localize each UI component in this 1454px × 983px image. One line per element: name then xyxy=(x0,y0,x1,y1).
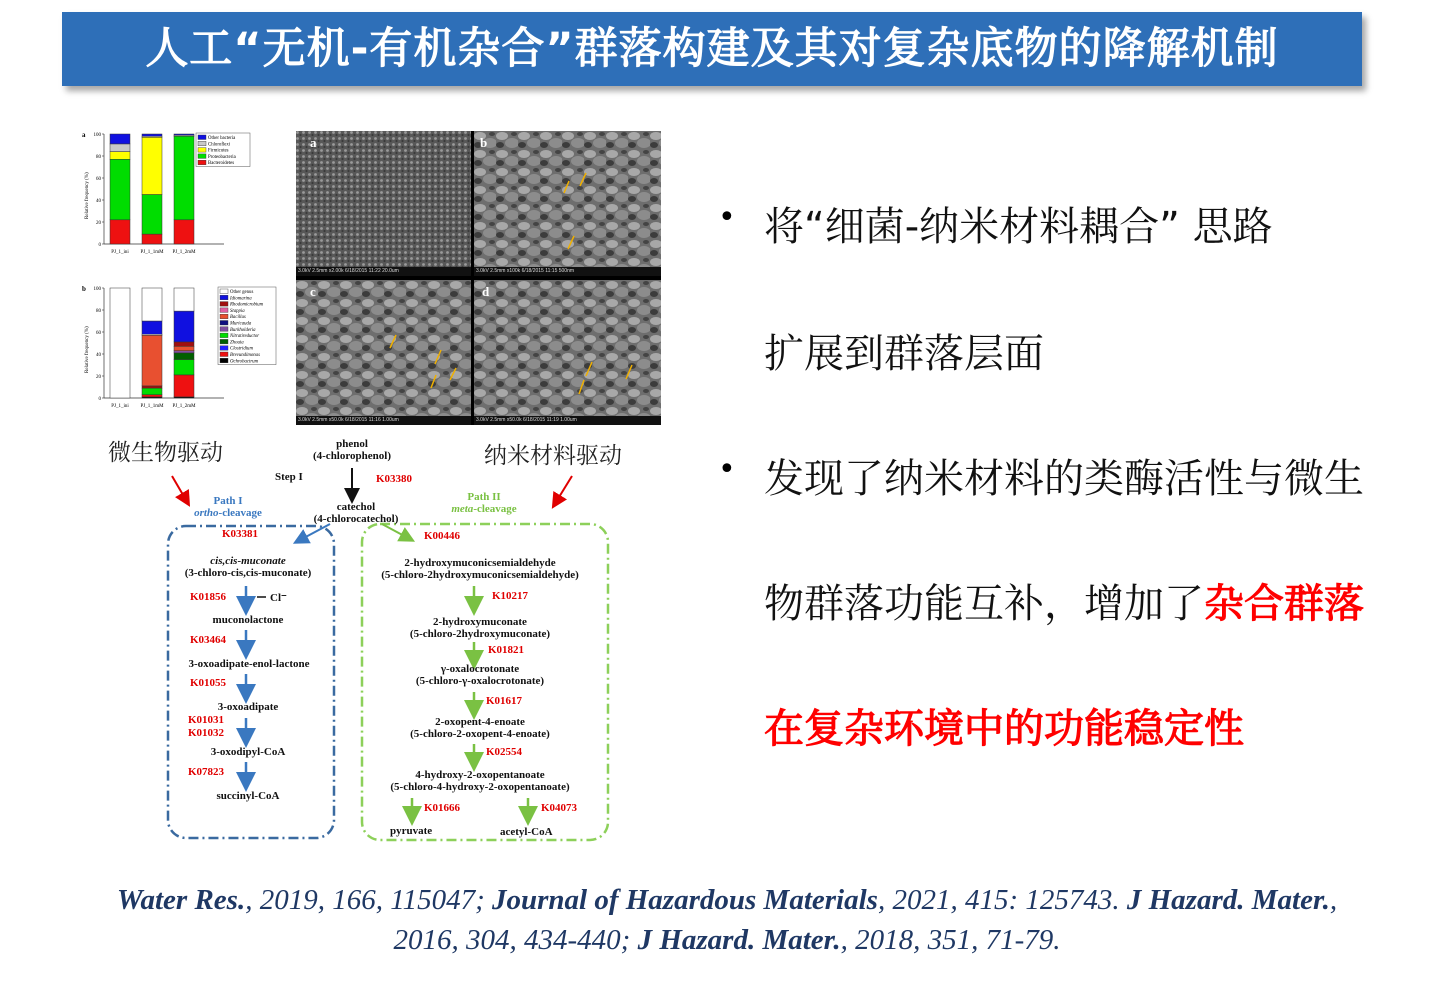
legend-label: Rhodomicrobium xyxy=(230,302,264,308)
k-right-5b: K04073 xyxy=(541,802,578,814)
bar-segment xyxy=(110,220,130,244)
right-m3: γ-oxalocrotonate xyxy=(440,663,520,675)
phenol-label: phenol xyxy=(336,438,368,450)
left-m6: succinyl-CoA xyxy=(216,790,280,802)
bar-segment xyxy=(142,134,162,136)
slide-title: 人工“无机-有机杂合”群落构建及其对复杂底物的降解机制 xyxy=(145,24,1279,74)
legend-swatch xyxy=(220,352,228,357)
legend-swatch xyxy=(220,308,228,313)
bar-segment xyxy=(142,386,162,388)
x-tick-label: PJ_1_2mM xyxy=(172,250,196,255)
bar-segment xyxy=(174,134,194,135)
bar-segment xyxy=(142,321,162,334)
chart-panel-letter: a xyxy=(82,131,86,139)
right-m3-sub: (5-chloro-γ-oxalocrotonate) xyxy=(415,675,545,687)
caption-microbe-driven: 微生物驱动 xyxy=(108,440,223,466)
bar-segment xyxy=(110,159,130,220)
left-m4: 3-oxoadipate xyxy=(217,701,279,713)
sem-footer: 3.0kV 2.5mm x2.00k 6/18/2015 11:22 20.0um xyxy=(296,267,471,276)
y-tick-label: 20 xyxy=(96,375,101,380)
y-tick-label: 80 xyxy=(96,309,101,314)
bar-segment xyxy=(142,395,162,397)
bullet-1-line-1: 将“细菌-纳米材料耦合” 思路 xyxy=(764,204,1273,250)
legend-swatch xyxy=(220,321,228,326)
path2-subtitle: meta-cleavage xyxy=(451,503,517,515)
bar-segment xyxy=(142,137,162,194)
reference-line-2: 2016, 304, 434-440; J Hazard. Mater., 2018, 351, 71-79. xyxy=(393,924,1061,956)
k-right-3: K01617 xyxy=(486,695,523,707)
k-left-top: K03381 xyxy=(222,528,259,540)
phenol-sub: (4-chlorophenol) xyxy=(312,450,392,462)
legend-label: Bacteroidetes xyxy=(208,161,235,167)
k-left-1: K01856 xyxy=(190,591,227,603)
path2-title: Path II xyxy=(467,491,501,503)
left-m3: 3-oxoadipate-enol-lactone xyxy=(188,658,310,670)
sem-footer: 3.0kV 2.5mm x50.0k 6/18/2015 11:19 1.00um xyxy=(474,416,661,425)
chart-panel-letter: b xyxy=(82,285,86,293)
bar-segment xyxy=(174,351,194,353)
right-m2-sub: (5-chloro-2hydroxymuconate) xyxy=(409,628,551,640)
left-m1: cis,cis-muconate xyxy=(210,555,286,567)
bullet-2-line-1: 发现了纳米材料的类酶活性与微生 xyxy=(764,456,1364,502)
sem-texture-b xyxy=(474,131,661,276)
sem-label: c xyxy=(310,284,316,299)
legend-label: Ochrobactrum xyxy=(230,359,259,365)
legend-swatch xyxy=(220,302,228,307)
bar-segment xyxy=(174,353,194,360)
sem-panel-b xyxy=(474,131,661,276)
right-m5-sub: (5-chloro-4-hydroxy-2-oxopentanoate) xyxy=(390,781,570,793)
legend-swatch xyxy=(220,295,228,300)
sem-label: d xyxy=(482,284,490,299)
right-m4: 2-oxopent-4-enoate xyxy=(435,716,525,728)
right-m6a: pyruvate xyxy=(390,825,433,837)
bullet-2-line-3: 在复杂环境中的功能稳定性 xyxy=(764,706,1244,752)
y-axis-label: Relative frequency (%) xyxy=(85,326,90,373)
legend-swatch xyxy=(220,327,228,332)
path1-title: Path I xyxy=(213,495,243,507)
y-tick-label: 80 xyxy=(96,155,101,160)
legend-swatch xyxy=(198,154,206,159)
bar-segment xyxy=(174,220,194,244)
legend-swatch xyxy=(220,358,228,363)
right-m1: 2-hydroxymuconicsemialdehyde xyxy=(404,557,556,569)
left-m1-sub: (3-chloro-cis,cis-muconate) xyxy=(184,567,312,579)
bar-segment xyxy=(142,234,162,244)
bar-segment xyxy=(142,195,162,235)
legend-label: Brevundimonas xyxy=(230,353,260,358)
legend-swatch xyxy=(220,346,228,351)
legend-label: Other bacteria xyxy=(208,136,236,141)
k-left-3: K01055 xyxy=(190,677,227,689)
bullet-1-line-2: 扩展到群落层面 xyxy=(764,331,1044,377)
y-tick-label: 40 xyxy=(96,353,101,358)
right-m5: 4-hydroxy-2-oxopentanoate xyxy=(415,769,545,781)
y-tick-label: 0 xyxy=(98,397,101,402)
x-tick-label: PJ_1_ini xyxy=(111,250,129,255)
legend-label: Muricauda xyxy=(230,321,252,327)
y-tick-label: 100 xyxy=(93,133,101,138)
y-tick-label: 60 xyxy=(96,177,101,182)
legend-label: Bacillus xyxy=(230,315,246,321)
y-axis-label: Relative frequency (%) xyxy=(85,172,90,219)
bar-segment xyxy=(174,375,194,397)
x-tick-label: PJ_1_2mM xyxy=(172,404,196,409)
legend-label: Stappia xyxy=(230,308,245,314)
k-left-4a: K01031 xyxy=(188,714,225,726)
legend-swatch xyxy=(220,314,228,319)
k-right-5a: K01666 xyxy=(424,802,461,814)
x-tick-label: PJ_1_ini xyxy=(111,404,129,409)
path1-subtitle: ortho-cleavage xyxy=(194,507,262,519)
caption-nano-driven: 纳米材料驱动 xyxy=(484,443,622,469)
legend-label: Firmicutes xyxy=(208,148,229,154)
y-tick-label: 60 xyxy=(96,331,101,336)
k-right-2: K01821 xyxy=(488,644,525,656)
bullet-2-line-2: 物群落功能互补，增加了杂合群落 xyxy=(764,581,1364,627)
sem-texture-a xyxy=(296,131,471,276)
k-left-4b: K01032 xyxy=(188,727,225,739)
legend-swatch xyxy=(198,148,206,153)
legend-label: Burkholderia xyxy=(230,327,256,333)
bar-segment xyxy=(142,388,162,395)
sem-image-grid xyxy=(296,131,661,425)
bar-segment xyxy=(110,288,130,398)
highlight-hybrid: 杂合群落 xyxy=(1204,581,1364,627)
bar-segment xyxy=(110,152,130,160)
bar-segment xyxy=(174,346,194,350)
legend-swatch xyxy=(198,141,206,146)
sem-panel-d xyxy=(474,280,661,425)
right-m6b: acetyl-CoA xyxy=(500,826,553,838)
legend-swatch xyxy=(220,333,228,338)
k-right-4: K02554 xyxy=(486,746,523,758)
title-banner xyxy=(62,12,1362,86)
y-tick-label: 40 xyxy=(96,199,101,204)
bar-segment xyxy=(142,335,162,386)
legend-swatch xyxy=(198,135,206,140)
bar-segment xyxy=(142,288,162,321)
k-right-1: K10217 xyxy=(492,590,529,602)
catechol-label: catechol xyxy=(336,501,376,513)
bar-segment xyxy=(174,342,194,346)
legend-swatch xyxy=(198,160,206,165)
legend-label: Nitratireductor xyxy=(230,334,260,340)
left-m2: muconolactone xyxy=(212,614,284,626)
legend-label: Idiomarina xyxy=(230,296,252,302)
chloride-label: Cl⁻ xyxy=(270,592,287,604)
sem-footer: 3.0kV 2.5mm x50.0k 6/18/2015 11:16 1.00um xyxy=(296,416,471,425)
chart-a-phylum xyxy=(80,128,255,270)
legend-label: Proteobacteria xyxy=(208,154,236,160)
reference-line-1: Water Res., 2019, 166, 115047; Journal of Hazardous Materials, 2021, 415: 125743. J Hazard. Mater., xyxy=(116,884,1338,916)
legend-swatch xyxy=(220,289,228,294)
x-tick-label: PJ_1_1mM xyxy=(140,250,164,255)
sem-footer: 3.0kV 2.5mm x100k 6/18/2015 11:15 500nm xyxy=(474,267,661,276)
k-left-2: K03464 xyxy=(190,634,227,646)
bar-segment xyxy=(174,288,194,311)
sem-texture-c xyxy=(296,280,471,425)
bar-segment xyxy=(110,144,130,152)
k-left-5: K07823 xyxy=(188,766,225,778)
x-tick-label: PJ_1_1mM xyxy=(140,404,164,409)
legend-swatch xyxy=(220,339,228,344)
bar-segment xyxy=(110,134,130,144)
bar-segment xyxy=(174,311,194,342)
sem-label: b xyxy=(480,135,488,150)
step-label: Step I xyxy=(275,471,303,483)
y-tick-label: 0 xyxy=(98,243,101,248)
k-right-top: K00446 xyxy=(424,530,461,542)
chart-b-genus xyxy=(80,282,280,424)
y-tick-label: 20 xyxy=(96,221,101,226)
bar-segment xyxy=(174,360,194,375)
bar-segment xyxy=(174,136,194,220)
legend-label: Chloroflexi xyxy=(208,142,231,148)
legend-label: Clostridium xyxy=(230,346,253,352)
sem-label: a xyxy=(310,135,317,150)
catechol-sub: (4-chlorocatechol) xyxy=(313,513,399,525)
sem-texture-d xyxy=(474,280,661,425)
bullet-marker: • xyxy=(718,452,736,487)
legend-label: Other genus xyxy=(230,290,254,295)
bullet-marker: • xyxy=(718,200,736,235)
legend-label: Zhouia xyxy=(230,340,244,346)
right-m4-sub: (5-chloro-2-oxopent-4-enoate) xyxy=(410,728,550,740)
left-m5: 3-oxodipyl-CoA xyxy=(210,746,286,758)
right-m1-sub: (5-chloro-2hydroxymuconicsemialdehyde) xyxy=(381,569,579,581)
sem-panel-a xyxy=(296,131,471,276)
k-step: K03380 xyxy=(376,473,413,485)
sem-panel-c xyxy=(296,280,471,425)
y-tick-label: 100 xyxy=(93,287,101,292)
right-m2: 2-hydroxymuconate xyxy=(433,616,527,628)
